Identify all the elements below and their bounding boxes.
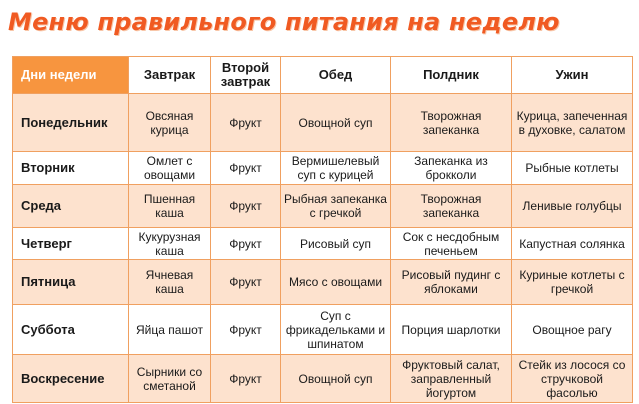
header-breakfast: Завтрак: [129, 57, 211, 94]
meal-cell: Ячневая каша: [129, 260, 211, 305]
table-row: [13, 185, 633, 228]
day-cell: Пятница: [13, 260, 129, 305]
meal-cell: Рыбная запеканка с гречкой: [281, 185, 391, 228]
meal-cell: Овсяная курица: [129, 94, 211, 152]
table-row: [13, 260, 633, 305]
day-cell: Суббота: [13, 305, 129, 355]
header-lunch: Обед: [281, 57, 391, 94]
day-cell: Среда: [13, 185, 129, 228]
meal-cell: Порция шарлотки: [391, 305, 512, 355]
meal-cell: Овощной суп: [281, 94, 391, 152]
table-header-row: [13, 57, 633, 94]
meal-cell: Кукурузная каша: [129, 228, 211, 260]
meal-cell: Фрукт: [211, 355, 281, 403]
meal-cell: Творожная запеканка: [391, 94, 512, 152]
meal-cell: Фрукт: [211, 152, 281, 185]
meal-cell: Запеканка из брокколи: [391, 152, 512, 185]
header-dinner: Ужин: [512, 57, 633, 94]
meal-cell: Овощной суп: [281, 355, 391, 403]
meal-cell: Вермишелевый суп с курицей: [281, 152, 391, 185]
meal-cell: Ленивые голубцы: [512, 185, 633, 228]
meal-cell: Фрукт: [211, 305, 281, 355]
meal-cell: Фрукт: [211, 260, 281, 305]
meal-cell: Суп с фрикадельками и шпинатом: [281, 305, 391, 355]
day-cell: Понедельник: [13, 94, 129, 152]
day-cell: Четверг: [13, 228, 129, 260]
day-cell: Вторник: [13, 152, 129, 185]
meal-cell: Пшенная каша: [129, 185, 211, 228]
meal-cell: Яйца пашот: [129, 305, 211, 355]
meal-cell: Овощное рагу: [512, 305, 633, 355]
meal-cell: Курица, запеченная в духовке, салатом: [512, 94, 633, 152]
table-row: [13, 152, 633, 185]
meal-cell: Фрукт: [211, 94, 281, 152]
meal-cell: Омлет с овощами: [129, 152, 211, 185]
meal-cell: Рыбные котлеты: [512, 152, 633, 185]
meal-cell: Творожная запеканка: [391, 185, 512, 228]
meal-cell: Капустная солянка: [512, 228, 633, 260]
table-row: [13, 94, 633, 152]
meal-cell: Рисовый пудинг с яблоками: [391, 260, 512, 305]
header-days-of-week: Дни недели: [13, 57, 129, 94]
table-row: [13, 355, 633, 403]
meal-cell: Мясо с овощами: [281, 260, 391, 305]
meal-cell: Фруктовый салат, заправленный йогуртом: [391, 355, 512, 403]
page-title: Меню правильного питания на неделю: [8, 8, 560, 36]
meal-cell: Сок с несдобным печеньем: [391, 228, 512, 260]
weekly-menu-table: [12, 56, 633, 403]
day-cell: Воскресение: [13, 355, 129, 403]
meal-cell: Стейк из лосося со стручковой фасолью: [512, 355, 633, 403]
header-afternoon-snack: Полдник: [391, 57, 512, 94]
header-second-breakfast: Второй завтрак: [211, 57, 281, 94]
meal-cell: Куриные котлеты с гречкой: [512, 260, 633, 305]
meal-cell: Сырники со сметаной: [129, 355, 211, 403]
meal-cell: Рисовый суп: [281, 228, 391, 260]
meal-cell: Фрукт: [211, 185, 281, 228]
table-row: [13, 305, 633, 355]
table-row: [13, 228, 633, 260]
meal-cell: Фрукт: [211, 228, 281, 260]
